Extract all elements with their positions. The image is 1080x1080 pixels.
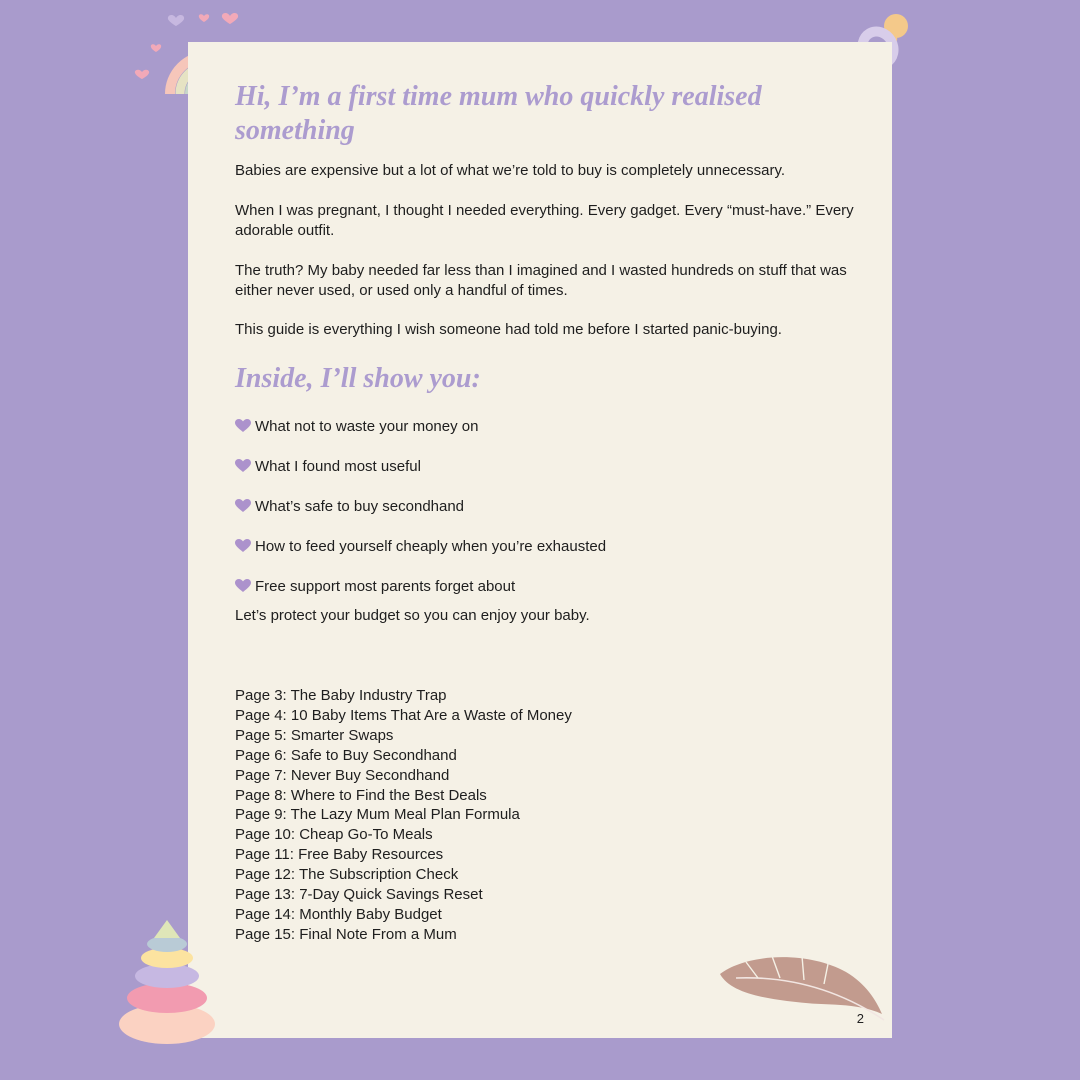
toc-item: Page 13: 7-Day Quick Savings Reset xyxy=(235,886,483,904)
list-item-label: What I found most useful xyxy=(255,457,421,475)
list-item-label: Free support most parents forget about xyxy=(255,577,516,595)
heart-icon xyxy=(235,459,251,473)
intro-paragraph: The truth? My baby needed far less than I imagined and I wasted hundreds on stuff that was either never used, or used only a handful of times. xyxy=(235,262,847,299)
toc-item: Page 10: Cheap Go-To Meals xyxy=(235,826,433,844)
list-item xyxy=(235,526,606,566)
table-of-contents xyxy=(235,686,572,945)
toc-item: Page 3: The Baby Industry Trap xyxy=(235,687,447,704)
heart-icon xyxy=(235,499,251,513)
benefits-list xyxy=(235,406,606,606)
toc-item: Page 15: Final Note From a Mum xyxy=(235,925,457,943)
heart-icon xyxy=(235,539,251,553)
toc-item: Page 11: Free Baby Resources xyxy=(235,846,444,864)
toc-item: Page 14: Monthly Baby Budget xyxy=(235,905,442,923)
intro-paragraph: This guide is everything I wish someone had told me before I started panic-buying. xyxy=(235,321,782,338)
intro-paragraph: When I was pregnant, I thought I needed everything. Every gadget. Every “must-have.” Every adorable outfit. xyxy=(235,202,854,239)
page-number: 2 xyxy=(856,1011,864,1026)
section-subheading: Inside, I’ll show you: xyxy=(235,363,481,394)
list-item xyxy=(235,486,606,526)
toc-item: Page 4: 10 Baby Items That Are a Waste of Money xyxy=(235,706,572,724)
closing-line: Let’s protect your budget so you can enjoy your baby. xyxy=(235,607,590,624)
list-item xyxy=(235,446,606,486)
list-item xyxy=(235,406,606,446)
toc-item: Page 5: Smarter Swaps xyxy=(235,726,394,744)
heart-icon xyxy=(235,579,251,593)
heart-icon xyxy=(235,419,251,433)
toc-item: Page 9: The Lazy Mum Meal Plan Formula xyxy=(235,806,520,824)
list-item-label: What not to waste your money on xyxy=(255,417,479,435)
stacking-rings-icon xyxy=(116,918,218,1046)
list-item-label: How to feed yourself cheaply when you’re exhausted xyxy=(255,537,607,555)
intro-paragraph: Babies are expensive but a lot of what we’re told to buy is completely unnecessary. xyxy=(235,162,786,179)
page-heading: Hi, I’m a first time mum who quickly realised something xyxy=(235,81,762,146)
list-item-label: What’s safe to buy secondhand xyxy=(255,497,465,515)
toc-item: Page 6: Safe to Buy Secondhand xyxy=(235,746,457,764)
document-page xyxy=(188,42,892,1038)
list-item xyxy=(235,566,606,606)
toc-item: Page 8: Where to Find the Best Deals xyxy=(235,786,487,804)
toc-item: Page 12: The Subscription Check xyxy=(235,866,459,884)
toc-item: Page 7: Never Buy Secondhand xyxy=(235,766,450,784)
